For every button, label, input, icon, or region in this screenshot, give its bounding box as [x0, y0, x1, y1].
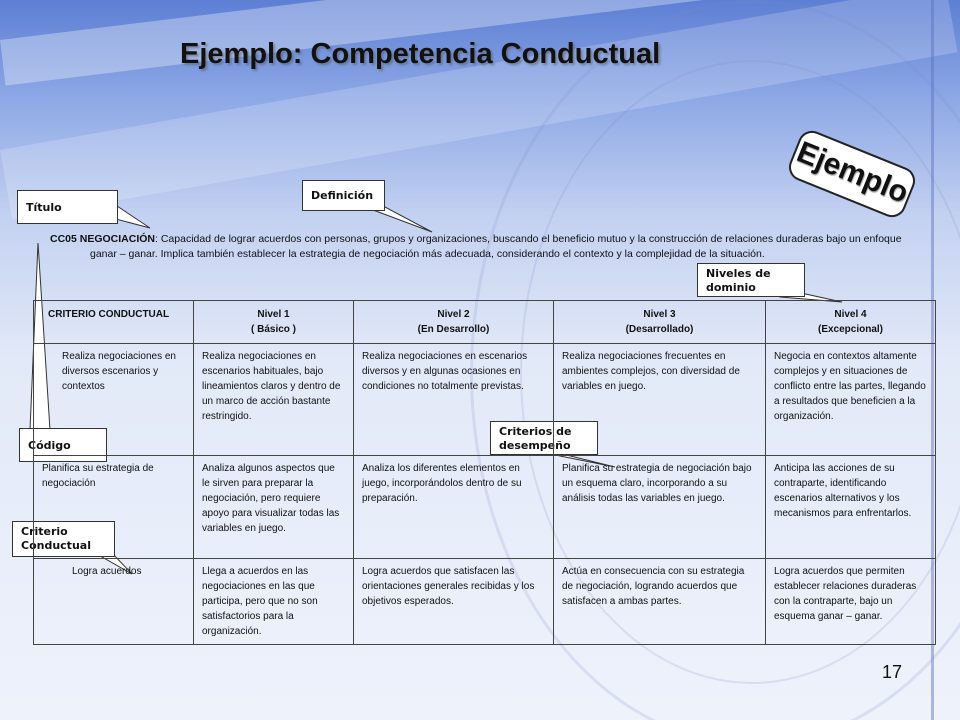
- header-nivel-1: [194, 301, 354, 344]
- callout-criterios-desempeno: Criterios de desempeño: [490, 421, 598, 455]
- callout-criterio-conductual: Criterio Conductual: [12, 521, 115, 557]
- header-sublabel: ( Básico ): [250, 324, 296, 335]
- level-cell: Negocia en contextos altamente complejos y en situaciones de conflicto entre las partes, llegando a resultados que beneficien a la organización.: [766, 344, 936, 456]
- header-nivel-2: [354, 301, 554, 344]
- criterion-cell: Planifica su estrategia de negociación: [34, 456, 194, 559]
- level-cell: Realiza negociaciones frecuentes en ambientes complejos, con diversidad de variables en juego.: [554, 344, 766, 456]
- page-number: 17: [882, 662, 903, 682]
- criterion-cell: Realiza negociaciones en diversos escenarios y contextos: [34, 344, 194, 456]
- level-cell: Analiza los diferentes elementos en juego, incorporándolos dentro de su preparación.: [354, 456, 554, 559]
- level-cell: Llega a acuerdos en las negociaciones en las que participa, pero que no son satisfactorios para la organización.: [194, 559, 354, 645]
- callout-codigo: Código: [19, 428, 107, 462]
- definition-text-line2: ganar – ganar. Implica también establecer la estrategia de negociación más adecuada, considerando el contexto y la complejidad de la situación.: [90, 248, 765, 260]
- slide-title: Ejemplo: Competencia Conductual: [180, 38, 661, 70]
- header-sublabel: (Desarrollado): [625, 324, 694, 335]
- competency-table: [33, 300, 936, 645]
- example-badge-label: Ejemplo: [792, 135, 913, 210]
- header-label: Nivel 1: [257, 309, 290, 320]
- header-label: CRITERIO CONDUCTUAL: [48, 309, 170, 320]
- callout-niveles: Niveles de dominio: [697, 263, 805, 297]
- header-label: Nivel 2: [437, 309, 470, 320]
- level-cell: Logra acuerdos que satisfacen las orientaciones generales recibidas y los objetivos esperados.: [354, 559, 554, 645]
- callout-titulo: Título: [17, 190, 118, 224]
- header-sublabel: (Excepcional): [817, 324, 884, 335]
- criterion-cell: Logra acuerdos: [34, 559, 194, 645]
- competency-code: CC05 NEGOCIACIÓN: [50, 233, 156, 245]
- table-row: [34, 559, 936, 645]
- header-criterio: [34, 301, 194, 344]
- definition-text-line1: : Capacidad de lograr acuerdos con personas, grupos y organizaciones, buscando el beneficio mutuo y la construcción de relaciones duraderas bajo un enfoque: [155, 233, 902, 245]
- level-cell: Planifica su estrategia de negociación bajo un esquema claro, incorporando a su análisis todas las variables en juego.: [554, 456, 766, 559]
- table-row: [34, 456, 936, 559]
- level-cell: Realiza negociaciones en escenarios habituales, bajo lineamientos claros y dentro de un marco de acción bastante restringido.: [194, 344, 354, 456]
- header-nivel-4: [766, 301, 936, 344]
- level-cell: Actúa en consecuencia con su estrategia de negociación, logrando acuerdos que satisfacen a ambas partes.: [554, 559, 766, 645]
- competency-definition: [50, 232, 935, 262]
- header-nivel-3: [554, 301, 766, 344]
- level-cell: Anticipa las acciones de su contraparte, identificando escenarios alternativos y los mecanismos para enfrentarlos.: [766, 456, 936, 559]
- table-row: [34, 344, 936, 456]
- level-cell: Realiza negociaciones en escenarios diversos y en algunas ocasiones en condiciones no totalmente previstas.: [354, 344, 554, 456]
- table-header-row: [34, 301, 936, 344]
- header-label: Nivel 4: [834, 309, 867, 320]
- header-label: Nivel 3: [643, 309, 676, 320]
- level-cell: Analiza algunos aspectos que le sirven para preparar la negociación, pero requiere apoyo para visualizar todas las variables en juego.: [194, 456, 354, 559]
- level-cell: Logra acuerdos que permiten establecer relaciones duraderas con la contraparte, bajo un esquema ganar – ganar.: [766, 559, 936, 645]
- callout-definicion: Definición: [302, 180, 385, 211]
- header-sublabel: (En Desarrollo): [417, 324, 490, 335]
